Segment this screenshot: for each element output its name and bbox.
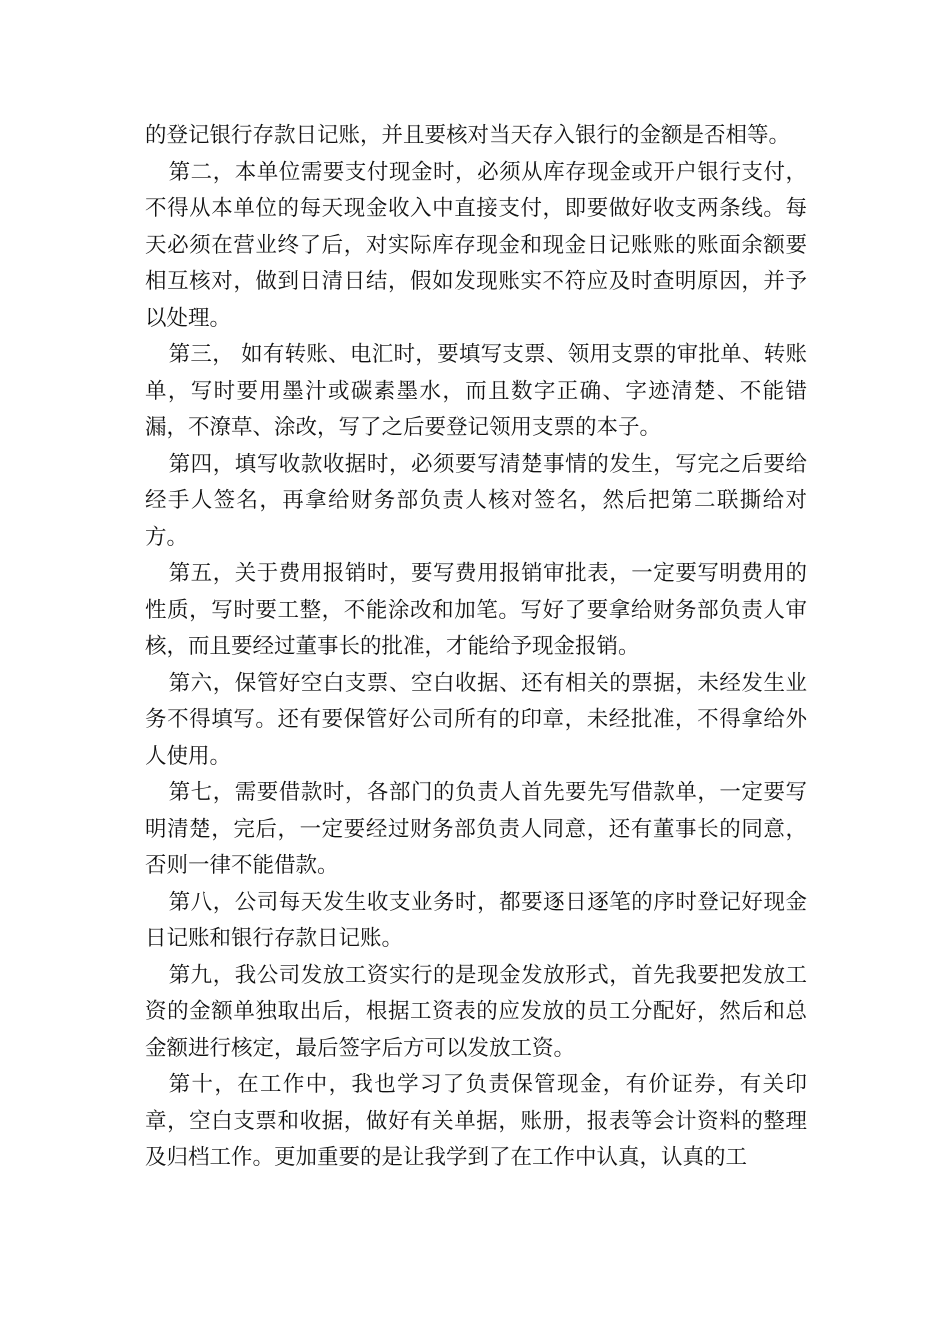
paragraph-point-4: 第四，填写收款收据时，必须要写清楚事情的发生，写完之后要给经手人签名，再拿给财务部负责人核对签名，然后把第二联撕给对方。 [145, 451, 807, 550]
paragraph-point-10: 第十，在工作中，我也学习了负责保管现金，有价证券，有关印章，空白支票和收据，做好有关单据，账册，报表等会计资料的整理及归档工作。更加重要的是让我学到了在工作中认真，认真的工 [145, 1072, 807, 1170]
paragraph-point-7: 第七，需要借款时，各部门的负责人首先要先写借款单，一定要写明清楚，完后，一定要经过财务部负责人同意，还有董事长的同意，否则一律不能借款。 [145, 780, 807, 878]
paragraph-point-3: 第三， 如有转账、电汇时，要填写支票、领用支票的审批单、转账单，写时要用墨汁或碳素墨水，而且数字正确、字迹清楚、不能错漏，不潦草、涂改，写了之后要登记领用支票的本子。 [145, 342, 807, 440]
paragraph-continuation: 的登记银行存款日记账，并且要核对当天存入银行的金额是否相等。 [145, 123, 791, 148]
paragraph-point-6: 第六，保管好空白支票、空白收据、还有相关的票据，未经发生业务不得填写。还有要保管好公司所有的印章，未经批准，不得拿给外人使用。 [145, 670, 807, 769]
document-body [145, 118, 807, 1177]
paragraph-point-9: 第九，我公司发放工资实行的是现金发放形式，首先我要把发放工资的金额单独取出后，根据工资表的应发放的员工分配好，然后和总金额进行核定，最后签字后方可以发放工资。 [145, 962, 807, 1061]
paragraph-point-5: 第五，关于费用报销时，要写费用报销审批表，一定要写明费用的性质，写时要工整，不能涂改和加笔。写好了要拿给财务部负责人审核，而且要经过董事长的批准，才能给予现金报销。 [145, 561, 807, 659]
paragraph-point-8: 第八，公司每天发生收支业务时，都要逐日逐笔的序时登记好现金日记账和银行存款日记账。 [145, 889, 807, 951]
paragraph-point-2: 第二，本单位需要支付现金时，必须从库存现金或开户银行支付，不得从本单位的每天现金收入中直接支付，即要做好收支两条线。每天必须在营业终了后，对实际库存现金和现金日记账账的账面余额要相互核对，做到日清日结，假如发现账实不符应及时查明原因，并予以处理。 [145, 159, 807, 331]
